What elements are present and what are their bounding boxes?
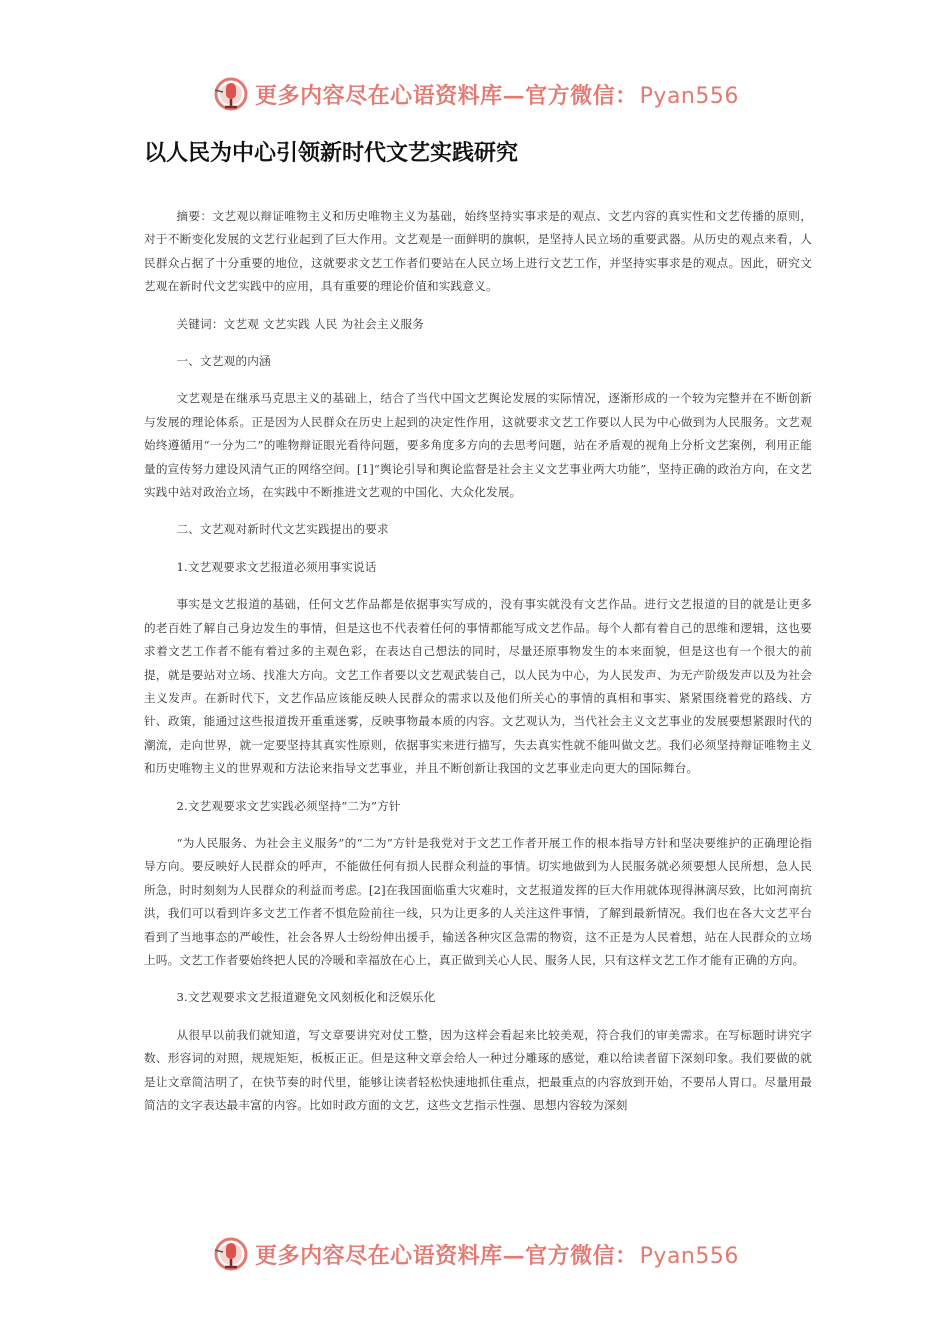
- watermark-banner-top: [0, 72, 950, 116]
- subsection-3-heading: 3.文艺观要求文艺报道避免文风刻板化和泛娱乐化: [176, 990, 436, 1005]
- keywords: 关键词：文艺观 文艺实践 人民 为社会主义服务: [176, 316, 425, 331]
- wechat-id: Pyan556: [639, 83, 739, 109]
- subsection-2-text: “为人民服务、为社会主义服务”的“二为”方针是我党对于文艺工作者开展工作的根本指导方针和坚决要维护的正确理论指导方向。要反映好人民群众的呼声，不能做任何有损人民群众利益的事情。切实地做到为人民服务就必须要想人民所想，急人民所急，时时刻刻为人民群众的利益而考虑。[2]在我国面临重大灾难时，文艺报道发挥的巨大作用就体现得淋漓尽致，比如河南抗洪，我们可以看到许多文艺工作者不惧危险前往一线，只为让更多的人关注这件事情，了解到最新情况。我们也在各大文艺平台看到了当地事态的严峻性，社会各界人士纷纷伸出援手，输送各种灾区急需的物资，这不正是为人民着想，站在人民群众的立场上吗。文艺工作者要始终把人民的冷暖和幸福放在心上，真正做到关心人民、服务人民，只有这样文艺工作才能有正确的方向。: [144, 835, 812, 967]
- mic-logo-icon: [211, 74, 251, 114]
- mic-logo-icon: [211, 1234, 251, 1274]
- subsection-2-heading: 2.文艺观要求文艺实践必须坚持“二为”方针: [176, 798, 401, 813]
- subsection-1-heading: 1.文艺观要求文艺报道必须用事实说话: [176, 559, 377, 574]
- wechat-id: Pyan556: [639, 1243, 739, 1269]
- article-body: [144, 205, 812, 1117]
- section-1-heading: 一、文艺观的内涵: [176, 354, 271, 369]
- watermark-text: 更多内容尽在心语资料库—官方微信：Pyan556: [255, 1242, 739, 1269]
- subsection-3-text: 从很早以前我们就知道，写文章要讲究对仗工整，因为这样会看起来比较美观，符合我们的审美需求。在写标题时讲究字数、形容词的对照，规规矩矩，板板正正。但是这种文章会给人一种过分雕琢的感觉，难以给读者留下深刻印象。我们要做的就是让文章简洁明了，在快节奏的时代里，能够让读者轻松快速地抓住重点，把最重点的内容放到开始，不要吊人胃口。尽量用最简洁的文字表达最丰富的内容。比如时政方面的文艺，这些文艺指示性强、思想内容较为深刻: [144, 1027, 812, 1112]
- article-title: 以人民为中心引领新时代文艺实践研究: [144, 141, 519, 166]
- section-1-text: 文艺观是在继承马克思主义的基础上，结合了当代中国文艺舆论发展的实际情况，逐渐形成的一个较为完整并在不断创新与发展的理论体系。正是因为人民群众在历史上起到的决定性作用，这就要求文艺工作要以人民为中心做到为人民服务。文艺观始终遵循用“一分为二”的唯物辩证眼光看待问题，要多角度多方向的去思考问题，站在矛盾观的视角上分析文艺案例，利用正能量的宣传努力建设风清气正的网络空间。[1]“舆论引导和舆论监督是社会主义文艺事业两大功能”，坚持正确的政治方向，在文艺实践中站对政治立场，在实践中不断推进文艺观的中国化、大众化发展。: [144, 391, 812, 500]
- watermark-banner-bottom: [0, 1232, 950, 1276]
- watermark-text: 更多内容尽在心语资料库—官方微信：Pyan556: [255, 82, 739, 109]
- subsection-1-text: 事实是文艺报道的基础，任何文艺作品都是依据事实写成的，没有事实就没有文艺作品。进行文艺报道的目的就是让更多的老百姓了解自己身边发生的事情，但是这也不代表着任何的事情都能写成文艺作品。每个人都有着自己的思维和逻辑，这也要求着文艺工作者不能有着过多的主观色彩，在表达自己想法的同时，尽量还原事物发生的本来面貌，但是这也有一个很大的前提，就是要站对立场、找准大方向。文艺工作者要以文艺观武装自己，以人民为中心，为人民发声、为无产阶级发声以及为社会主义发声。在新时代下，文艺作品应该能反映人民群众的需求以及他们所关心的事情的真相和事实、紧紧围绕着党的路线、方针、政策，能通过这些报道拨开重重迷雾，反映事物最本质的内容。文艺观认为，当代社会主义文艺事业的发展要想紧跟时代的潮流，走向世界，就一定要坚持其真实性原则，依据事实来进行描写，失去真实性就不能叫做文艺。我们必须坚持辩证唯物主义和历史唯物主义的世界观和方法论来指导文艺事业，并且不断创新让我国的文艺事业走向更大的国际舞台。: [144, 597, 812, 776]
- abstract: 摘要：文艺观以辩证唯物主义和历史唯物主义为基础，始终坚持实事求是的观点、文艺内容的真实性和文艺传播的原则，对于不断变化发展的文艺行业起到了巨大作用。文艺观是一面鲜明的旗帜，是坚持人民立场的重要武器。从历史的观点来看，人民群众占据了十分重要的地位，这就要求文艺工作者们要站在人民立场上进行文艺工作，并坚持实事求是的观点。因此，研究文艺观在新时代文艺实践中的应用，具有重要的理论价值和实践意义。: [144, 209, 812, 294]
- section-2-heading: 二、文艺观对新时代文艺实践提出的要求: [176, 522, 389, 537]
